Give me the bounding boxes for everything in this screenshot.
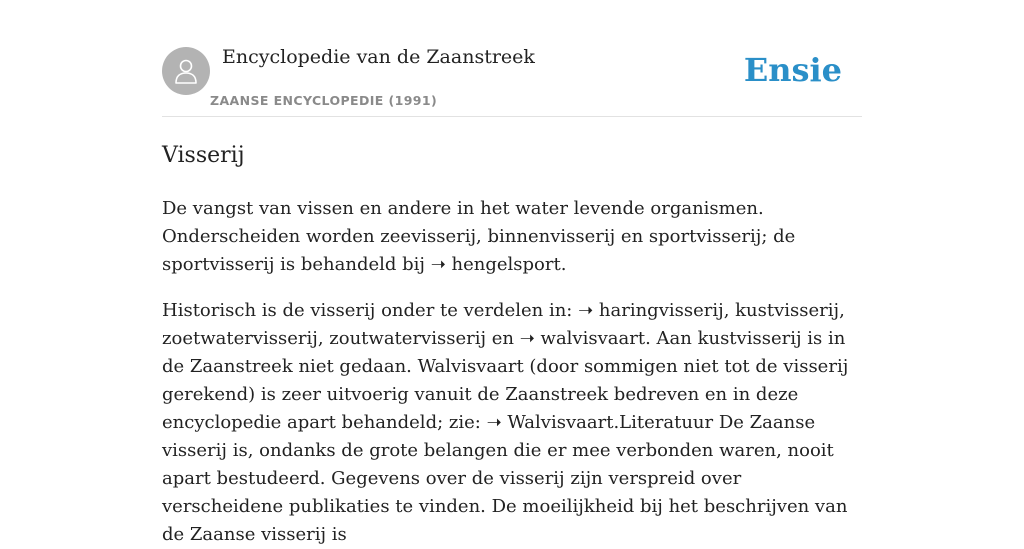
paragraph-text: . [560,254,567,275]
paragraph-text: .Literatuur De Zaanse visserij is, ondanks de grote belangen die er mee verbonden waren, nooit apart bestudeerd. Gegevens over de visserij zijn verspreid over verscheidene publikaties te vinden. De moeilijkheid bij het beschrijven van de Zaanse visserij is [162,412,848,545]
crossref-link-hengelsport[interactable]: ➝ hengelsport [430,254,561,275]
paragraph-text: De vangst van vissen en andere in het water levende organismen. Onderscheiden worden zeevisserij, binnenvisserij en sportvisserij; de sportvisserij is behandeld bij [162,198,796,275]
user-icon [172,56,200,86]
crossref-link-haringvisserij[interactable]: ➝ haringvisserij [578,300,724,321]
paragraph-text: Historisch is de visserij onder te verdelen in: [162,300,579,321]
page [162,0,862,549]
avatar[interactable] [162,47,210,95]
source-header [162,0,862,117]
source-subtitle[interactable]: ZAANSE ENCYCLOPEDIE (1991) [210,93,438,108]
entry-paragraph [162,195,862,279]
paragraph-text: , kustvisserij, zoetwatervisserij, zoutwatervisserij en [162,300,845,349]
brand-logo[interactable]: Ensie [743,51,842,89]
crossref-link-walvisvaart-2[interactable]: ➝ Walvisvaart [486,412,614,433]
paragraph-text: . Aan kustvisserij is in de Zaanstreek niet gedaan. Walvisvaart (door sommigen niet tot de visserij gerekend) is zeer uitvoerig vanuit de Zaanstreek bedreven en in deze encyclopedie apart behandeld; zie: [162,328,849,433]
source-title[interactable]: Encyclopedie van de Zaanstreek [222,46,535,68]
crossref-link-walvisvaart[interactable]: ➝ walvisvaart [519,328,646,349]
entry-paragraph [162,297,862,549]
entry-title: Visserij [162,143,245,168]
